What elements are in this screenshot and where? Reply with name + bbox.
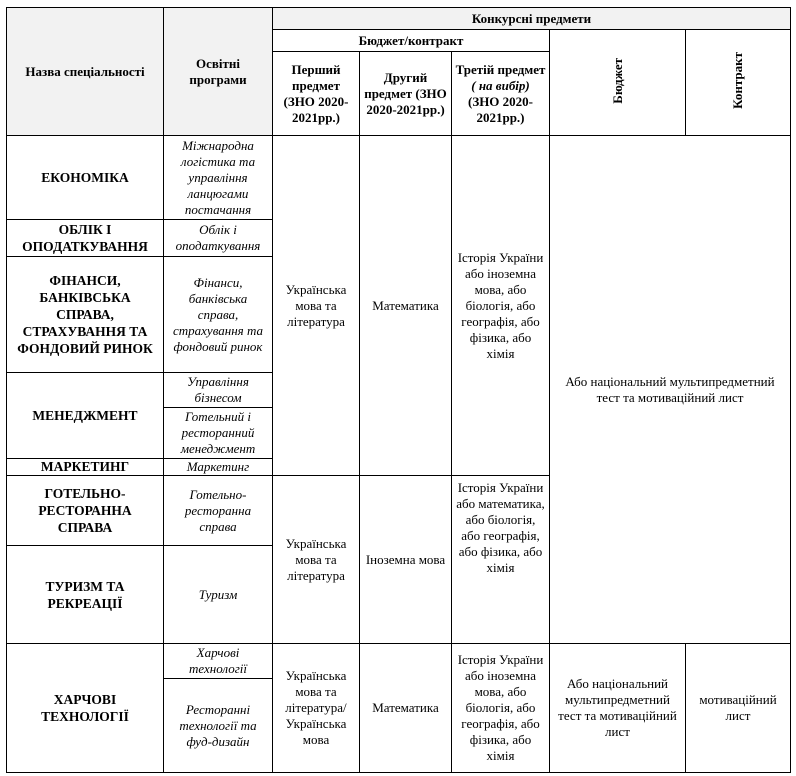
program-restaurant-food-design: Ресторанні технології та фуд-дизайн: [164, 679, 273, 773]
header-budget-contract: Бюджет/контракт: [273, 30, 550, 52]
program-hotel-management: Готельний і ресторанний менеджмент: [164, 408, 273, 459]
group1-second-subject: Математика: [360, 136, 452, 476]
program-business: Управління бізнесом: [164, 373, 273, 408]
header-budget-label: Бюджет: [609, 57, 625, 104]
header-third-subject-choice: ( на вибір): [471, 77, 530, 93]
program-hotel-restaurant: Готельно-ресторанна справа: [164, 476, 273, 546]
header-contract: [686, 30, 791, 136]
group3-third-subject: Історія України або іноземна мова, або біологія, або географія, або фізика, або хімія: [452, 644, 550, 773]
program-accounting: Облік і оподаткування: [164, 220, 273, 257]
group2-second-subject: Іноземна мова: [360, 476, 452, 644]
group3-second-subject: Математика: [360, 644, 452, 773]
specialty-accounting: ОБЛІК І ОПОДАТКУВАННЯ: [7, 220, 164, 257]
program-food-technologies: Харчові технології: [164, 644, 273, 679]
header-third-subject-zno: (ЗНО 2020-2021рр.): [468, 93, 533, 125]
program-logistics: Міжнародна логістика та управління ланцюгами постачання: [164, 136, 273, 220]
merged-alt-requirement: Або національний мультипредметний тест та мотиваційний лист: [550, 136, 791, 644]
header-first-subject: Перший предмет (ЗНО 2020-2021рр.): [273, 52, 360, 136]
specialty-finance: ФІНАНСИ, БАНКІВСЬКА СПРАВА, СТРАХУВАННЯ ТА ФОНДОВИЙ РИНОК: [7, 257, 164, 373]
specialty-tourism: ТУРИЗМ ТА РЕКРЕАЦІЇ: [7, 546, 164, 644]
header-budget: [550, 30, 686, 136]
header-programs: Освітні програми: [164, 8, 273, 136]
header-third-subject-title: Третій предмет: [455, 61, 546, 77]
group1-third-subject: Історія України або іноземна мова, або біологія, або географія, або фізика, або хімія: [452, 136, 550, 476]
program-finance: Фінанси, банківська справа, страхування та фондовий ринок: [164, 257, 273, 373]
group3-budget-requirement: Або національний мультипредметний тест та мотиваційний лист: [550, 644, 686, 773]
group3-first-subject: Українська мова та література/ Українська мова: [273, 644, 360, 773]
header-competitive-subjects: Конкурсні предмети: [273, 8, 791, 30]
specialty-hotel-restaurant: ГОТЕЛЬНО-РЕСТОРАННА СПРАВА: [7, 476, 164, 546]
program-marketing: Маркетинг: [164, 459, 273, 476]
group3-contract-requirement: мотиваційний лист: [686, 644, 791, 773]
specialty-management: МЕНЕДЖМЕНТ: [7, 373, 164, 459]
specialty-marketing: МАРКЕТИНГ: [7, 459, 164, 476]
header-specialty-name: Назва спеціальності: [7, 8, 164, 136]
header-contract-label: Контракт: [730, 52, 745, 109]
admission-subjects-table: [6, 7, 791, 773]
specialty-economics: ЕКОНОМІКА: [7, 136, 164, 220]
specialty-food-technologies: ХАРЧОВІ ТЕХНОЛОГІЇ: [7, 644, 164, 773]
header-second-subject: Другий предмет (ЗНО 2020-2021рр.): [360, 52, 452, 136]
program-tourism: Туризм: [164, 546, 273, 644]
group2-third-subject: Історія України або математика, або біологія, або географія, або фізика, або хімія: [452, 476, 550, 644]
group1-first-subject: Українська мова та література: [273, 136, 360, 476]
header-third-subject: [452, 52, 550, 136]
group2-first-subject: Українська мова та література: [273, 476, 360, 644]
